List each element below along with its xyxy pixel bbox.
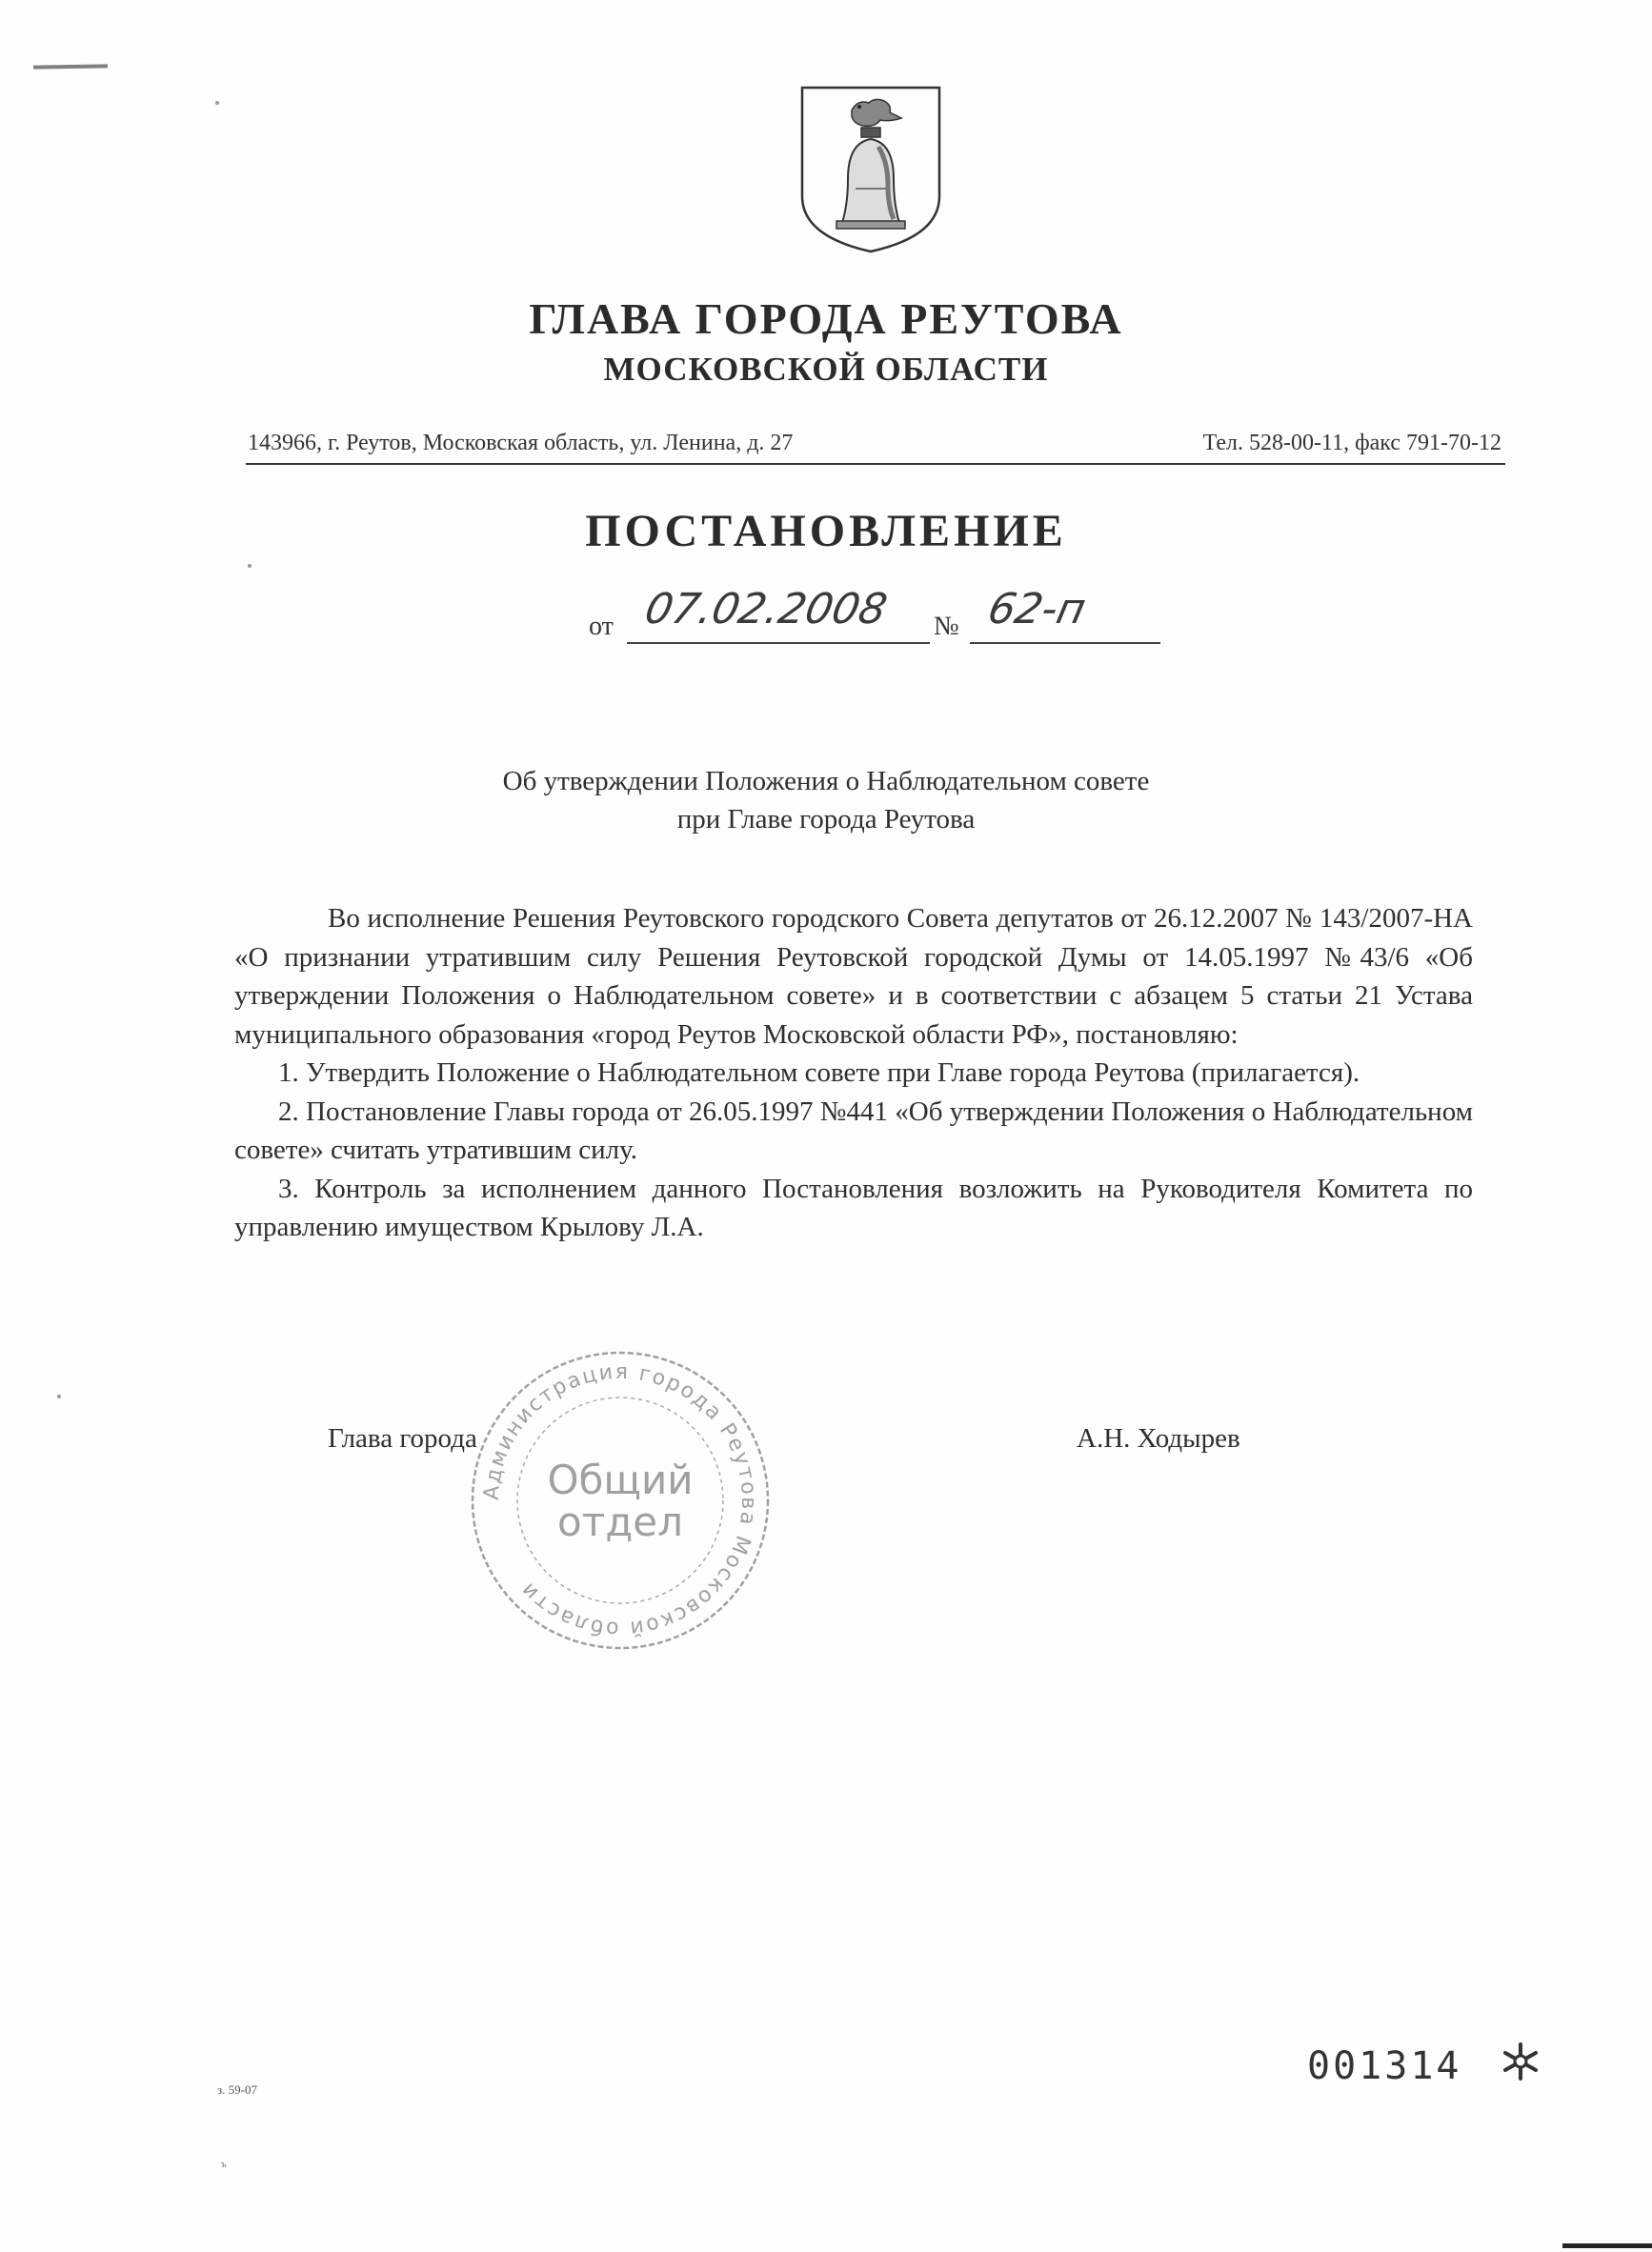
signatory-name: А.Н. Ходырев [1077, 1423, 1240, 1454]
stamp-center-line-1: Общий [547, 1457, 694, 1503]
scan-artifact-line [33, 64, 108, 69]
address-bar [246, 429, 1505, 465]
date-field [627, 585, 930, 644]
resolution-item: 2. Постановление Главы города от 26.05.1997 №441 «Об утверждении Положения о Наблюдательном совете» считать утратившим силу. [234, 1096, 1473, 1165]
phone-fax: Тел. 528-00-11, факс 791-70-12 [1202, 431, 1501, 455]
form-code: з. 59-07 [217, 2082, 257, 2097]
serial-number: 001314 [1307, 2044, 1462, 2088]
coat-of-arms-emblem [798, 84, 943, 255]
signatory-role: Глава города [328, 1423, 477, 1454]
resolution-item: 3. Контроль за исполнением данного Постановления возложить на Руководителя Комитета по управлению имуществом Крылову Л.А. [234, 1173, 1473, 1242]
date-prefix: от [589, 612, 614, 641]
official-stamp [465, 1345, 776, 1656]
preamble-paragraph: Во исполнение Решения Реутовского городского Совета депутатов от 26.12.2007 № 143/2007-НА «О признании утратившим силу Решения Реутовской городской Думы от 14.05.1997 №43/6 «Об утверждении Положения о Наблюдательном совете» и в соответствии с абзацем 5 статьи 21 Устава муниципального образования «город Реутов Московской области РФ», постановляю: [234, 903, 1473, 1050]
subject-line-2: при Главе города Реутова [676, 804, 976, 834]
scan-artifact-dot [57, 1395, 61, 1398]
scan-artifact-dot [215, 101, 219, 105]
resolution-item: 1. Утвердить Положение о Наблюдательном совете при Главе города Реутова (прилагается). [278, 1057, 1360, 1088]
header-subtitle: МОСКОВСКОЙ ОБЛАСТИ [603, 351, 1049, 388]
postal-address: 143966, г. Реутов, Московская область, ул. Ленина, д. 27 [248, 431, 794, 455]
scan-artifact-mark: ъ [221, 2159, 227, 2170]
scan-artifact-dot [248, 564, 252, 568]
header-title: ГЛАВА ГОРОДА РЕУТОВА [529, 294, 1123, 343]
handwritten-number: 62-п [983, 585, 1091, 633]
number-prefix: № [934, 612, 959, 641]
subject-line-1: Об утверждении Положения о Наблюдательном совете [502, 766, 1150, 796]
number-field [970, 585, 1160, 644]
date-number-line [589, 585, 1160, 646]
asterisk-icon [1500, 2041, 1541, 2082]
handwritten-date: 07.02.2008 [640, 585, 892, 633]
scan-artifact-edge [1562, 2243, 1652, 2248]
stamp-center-line-2: отдел [557, 1498, 683, 1545]
stamp-ring-text: Администрация города Реутова Московской области [479, 1359, 761, 1641]
document-body [234, 899, 1473, 1247]
document-subject [0, 762, 1652, 838]
document-type-heading: ПОСТАНОВЛЕНИЕ [585, 506, 1067, 556]
